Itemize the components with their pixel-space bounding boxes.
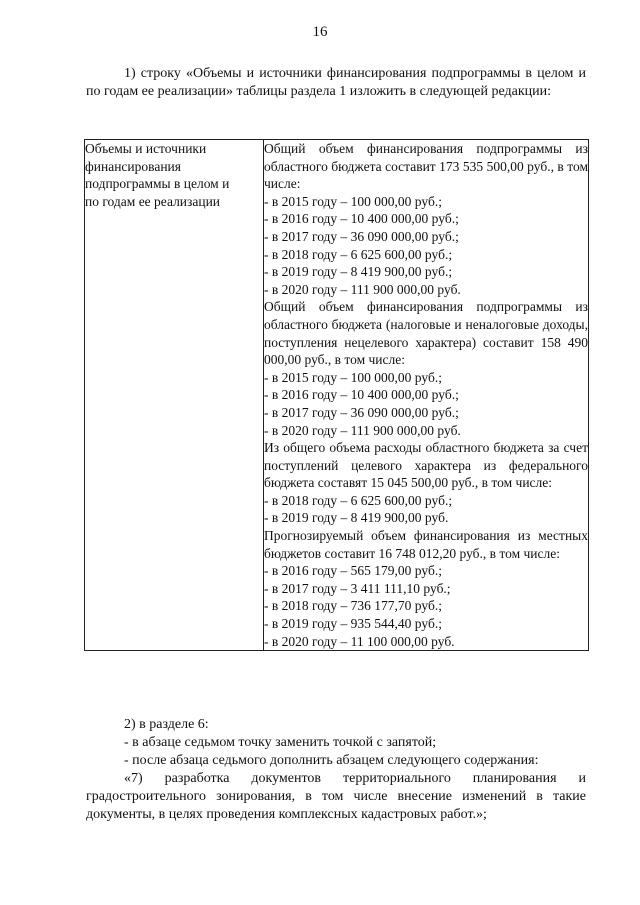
section-6-heading: 2) в разделе 6: <box>124 717 209 732</box>
amendment-line: - после абзаца седьмого дополнить абзацем следующего содержания: <box>124 753 539 768</box>
funding-text: Прогнозируемый объем финансирования из местных бюджетов составит 16 748 012,20 руб., в том числе: <box>264 528 588 561</box>
label-line: подпрограммы в целом и <box>85 176 230 192</box>
list-item: - в 2020 году – 111 900 000,00 руб. <box>264 281 461 297</box>
funding-text: Общий объем финансирования подпрограммы из областного бюджета составит 173 535 500,00 руб., в том числе: <box>264 141 588 192</box>
page-number: 16 <box>312 24 328 40</box>
funding-federal-paragraph <box>264 439 588 492</box>
funding-total-paragraph <box>264 140 588 193</box>
list-item: - в 2017 году – 36 090 000,00 руб.; <box>264 228 459 244</box>
list-item: - в 2015 году – 100 000,00 руб.; <box>264 369 442 385</box>
table-label-cell <box>85 140 264 651</box>
financing-table <box>84 139 589 651</box>
table-row <box>85 140 589 651</box>
list-item: - в 2018 году – 736 177,70 руб.; <box>264 598 442 614</box>
list-item: - в 2017 году – 3 411 111,10 руб.; <box>264 580 451 596</box>
list-item: - в 2016 году – 565 179,00 руб.; <box>264 563 442 579</box>
amendments-section <box>86 716 586 824</box>
funding-text: Общий объем финансирования подпрограммы из областного бюджета (налоговые и неналоговые доходы, поступления нецелевого характера) составит 158 490 000,00 руб., в том числе: <box>264 299 588 368</box>
list-item: - в 2019 году – 8 419 900,00 руб. <box>264 510 449 526</box>
list-item: - в 2020 году – 11 100 000,00 руб. <box>264 633 455 649</box>
list-item: - в 2019 году – 935 544,40 руб.; <box>264 616 442 632</box>
funding-local-paragraph <box>264 527 588 562</box>
list-item: - в 2018 году – 6 625 600,00 руб.; <box>264 492 453 508</box>
list-item: - в 2020 году – 111 900 000,00 руб. <box>264 422 461 438</box>
list-item: - в 2017 году – 36 090 000,00 руб.; <box>264 404 459 420</box>
table-value-cell <box>264 140 589 651</box>
label-line: по годам ее реализации <box>85 193 221 209</box>
amendment-line: - в абзаце седьмом точку заменить точкой с запятой; <box>124 735 437 750</box>
list-item: - в 2018 году – 6 625 600,00 руб.; <box>264 246 453 262</box>
funding-tax-paragraph <box>264 298 588 368</box>
list-item: - в 2016 году – 10 400 000,00 руб.; <box>264 387 459 403</box>
list-item: - в 2015 году – 100 000,00 руб.; <box>264 193 442 209</box>
label-line: Объемы и источники <box>85 141 207 156</box>
funding-text: Из общего объема расходы областного бюджета за счет поступлений целевого характера из федерального бюджета составят 15 045 500,00 руб., в том числе: <box>264 440 588 491</box>
amendment-quote: «7) разработка документов территориального планирования и градостроительного зонирования, в том числе внесение изменений в такие документы, в целях проведения комплексных кадастровых работ.»; <box>86 771 586 822</box>
intro-text: 1) строку «Объемы и источники финансирования подпрограммы в целом и по годам ее реализации» таблицы раздела 1 изложить в следующей редакции: <box>86 66 586 99</box>
label-line: финансирования <box>85 158 181 174</box>
intro-paragraph <box>86 65 586 101</box>
list-item: - в 2019 году – 8 419 900,00 руб.; <box>264 264 453 280</box>
list-item: - в 2016 году – 10 400 000,00 руб.; <box>264 211 459 227</box>
